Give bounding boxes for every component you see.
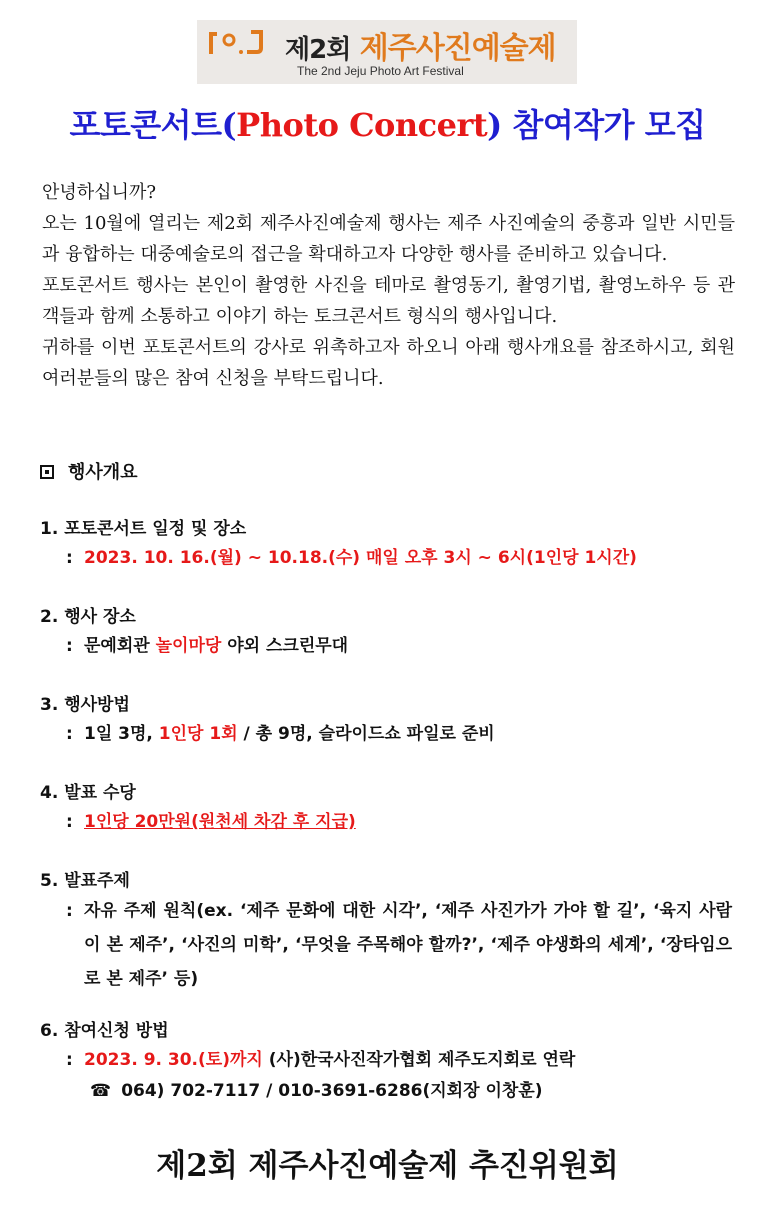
method-highlight: 1인당 1회: [158, 724, 238, 744]
section-venue: [40, 604, 740, 662]
section-detail: : 1일 3명, 1인당 1회 / 총 9명, 슬라이드쇼 파일로 준비: [66, 724, 495, 744]
deadline: 2023. 9. 30.(토)까지: [84, 1050, 263, 1070]
section-detail: : 자유 주제 원칙(ex. ‘제주 문화에 대한 시각’, ‘제주 사진가가 가야 할 길’, ‘육지 사람이 본 제주’, ‘사진의 미학’, ‘무엇을 주목해야 할까?’, ‘제주 야생화의 세계’, ‘장타임으로 본 제주’ 등): [66, 901, 732, 989]
section-title: 3. 행사방법: [40, 695, 130, 715]
intro-paragraph: 안녕하십니까?: [42, 182, 156, 203]
section-detail: : 문예회관 놀이마당 야외 스크린무대: [66, 636, 349, 656]
overview-heading: [40, 458, 138, 484]
title-part-3: ) 참여작가 모집: [487, 106, 706, 144]
section-title: 1. 포토콘서트 일정 및 장소: [40, 519, 247, 539]
section-schedule: [40, 516, 740, 574]
square-bullet-icon: [40, 465, 54, 479]
logo-title: [285, 23, 556, 67]
intro-text: [42, 177, 735, 394]
page-title: [0, 100, 775, 146]
telephone-icon: ☎: [90, 1081, 112, 1101]
logo-subtitle: The 2nd Jeju Photo Art Festival: [297, 64, 464, 78]
venue-highlight: 놀이마당: [155, 636, 222, 656]
section-application: [40, 1018, 740, 1106]
logo-title-number: 제2회: [285, 35, 351, 65]
organizer-footer: 제2회 제주사진예술제 추진위원회: [156, 1148, 619, 1184]
phone-numbers: 064) 702-7117 / 010-3691-6286(지회장 이창훈): [121, 1081, 543, 1101]
section-title: 6. 참여신청 방법: [40, 1021, 169, 1041]
fee-amount: 1인당 20만원(원천세 차감 후 지급): [84, 812, 356, 832]
section-topic: [40, 868, 740, 996]
intro-paragraph: 오는 10월에 열리는 제2회 제주사진예술제 행사는 제주 사진예술의 중흥과 일반 시민들과 융합하는 대중예술로의 접근을 확대하고자 다양한 행사를 준비하고 있습니다.: [42, 213, 735, 265]
section-title: 5. 발표주제: [40, 871, 130, 891]
intro-paragraph: 포토콘서트 행사는 본인이 촬영한 사진을 테마로 촬영동기, 촬영기법, 촬영노하우 등 관객들과 함께 소통하고 이야기 하는 토크콘서트 형식의 행사입니다.: [42, 275, 735, 327]
section-title: 2. 행사 장소: [40, 607, 136, 627]
section-detail: : 2023. 9. 30.(토)까지 (사)한국사진작가협회 제주도지회로 연락: [66, 1050, 576, 1070]
section-detail: : 2023. 10. 16.(월) ~ 10.18.(수) 매일 오후 3시 ~ 6시(1인당 1시간): [66, 548, 637, 568]
overview-title: 행사개요: [68, 462, 138, 483]
festival-logo: [197, 20, 577, 84]
festival-logo-mark-icon: [205, 26, 269, 56]
intro-paragraph: 귀하를 이번 포토콘서트의 강사로 위촉하고자 하오니 아래 행사개요를 참조하시고, 회원 여러분들의 많은 참여 신청을 부탁드립니다.: [42, 337, 735, 389]
title-part-1: 포토콘서트(: [69, 106, 237, 144]
contact-phone: [90, 1076, 740, 1106]
title-part-2: Photo Concert: [236, 106, 488, 144]
section-fee: [40, 780, 740, 838]
section-detail: : 1인당 20만원(원천세 차감 후 지급): [66, 812, 356, 832]
schedule-dates: 2023. 10. 16.(월) ~ 10.18.(수) 매일 오후 3시 ~ 6시(1인당 1시간): [84, 548, 637, 568]
section-title: 4. 발표 수당: [40, 783, 136, 803]
logo-title-festival: 제주사진예술제: [359, 31, 556, 66]
section-method: [40, 692, 740, 750]
topic-text: 자유 주제 원칙(ex. ‘제주 문화에 대한 시각’, ‘제주 사진가가 가야 할 길’, ‘육지 사람이 본 제주’, ‘사진의 미학’, ‘무엇을 주목해야 할까?’, ‘제주 야생화의 세계’, ‘장타임으로 본 제주’ 등): [84, 901, 732, 989]
